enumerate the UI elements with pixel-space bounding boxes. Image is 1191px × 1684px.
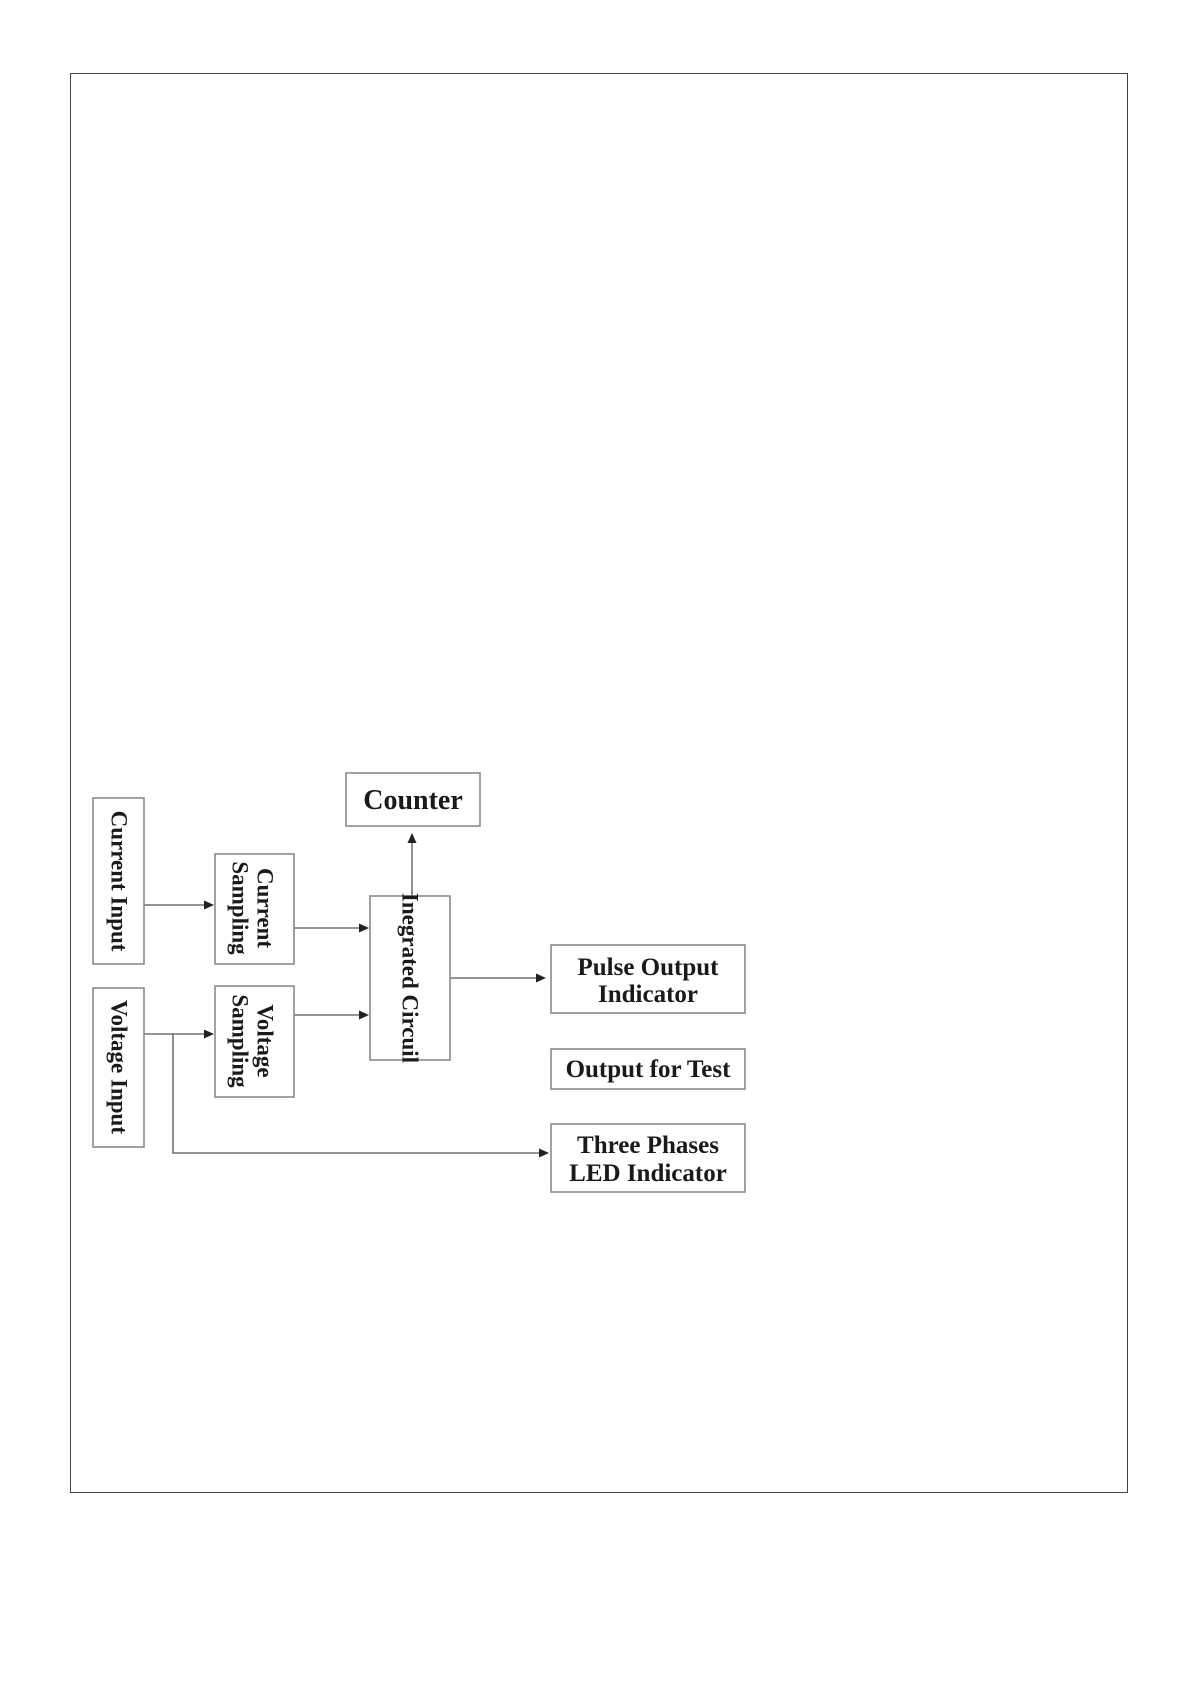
counter-block	[346, 773, 480, 826]
arrowhead-pulse-output	[536, 974, 546, 983]
arrowhead-voltage-sampling	[204, 1030, 214, 1039]
arrowhead-led-indicator	[539, 1149, 549, 1158]
counter-label: Counter	[363, 785, 463, 816]
three-phases-label-line1: Three Phases	[577, 1132, 719, 1159]
three-phases-label-line2: LED Indicator	[569, 1160, 727, 1187]
arrowhead-ic-from-current	[359, 924, 369, 933]
current-input-label: Current Input	[106, 810, 132, 952]
current-input-block	[93, 798, 144, 964]
pulse-output-label-line1: Pulse Output	[577, 954, 719, 981]
current-sampling-label-line2: Sampling	[227, 861, 253, 955]
connectors	[144, 833, 549, 1158]
arrowhead-ic-from-voltage	[359, 1011, 369, 1020]
current-sampling-label-line1: Current	[252, 867, 278, 949]
current-sampling-block	[215, 854, 294, 964]
integrated-circuit-label: Inegrated Circuil	[397, 892, 423, 1064]
integrated-circuit-block	[370, 893, 450, 1063]
arrowhead-current-sampling	[204, 901, 214, 910]
three-phases-led-indicator-block	[551, 1124, 745, 1192]
arrowhead-counter	[408, 833, 417, 843]
pulse-output-label-line2: Indicator	[598, 981, 698, 1008]
pulse-output-indicator-block	[551, 945, 745, 1013]
voltage-input-label: Voltage Input	[106, 1000, 132, 1134]
voltage-input-block	[93, 988, 144, 1147]
voltage-sampling-label-line2: Sampling	[227, 994, 253, 1088]
voltage-sampling-block	[215, 986, 294, 1097]
output-for-test-block	[551, 1049, 745, 1089]
voltage-sampling-label-line1: Voltage	[252, 1004, 278, 1078]
output-for-test-label: Output for Test	[565, 1056, 731, 1083]
